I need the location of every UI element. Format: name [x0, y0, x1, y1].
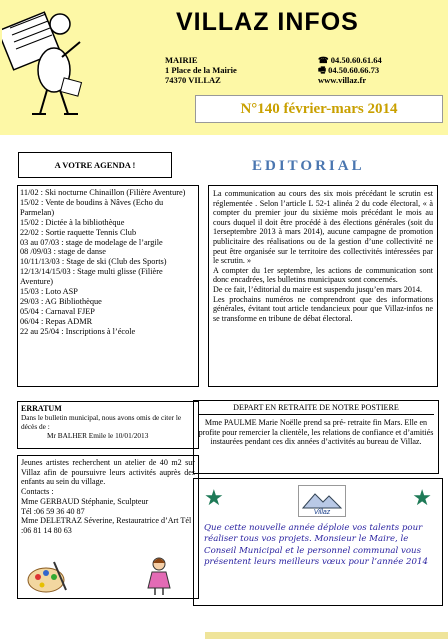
retirement-notice	[193, 400, 439, 474]
fax-number: 🖷 04.50.60.66.73	[318, 65, 380, 75]
agenda-item: 10/11/13/03 : Stage de ski (Club des Sports)	[20, 257, 167, 267]
painter-palette-icon	[26, 560, 68, 594]
star-icon: ★	[204, 485, 224, 510]
artists-notice	[17, 455, 199, 599]
wishes-text: Que cette nouvelle année déploie vos talents pour réaliser tous vos projets. Monsieur le Maire, le Conseil Municipal et le personnel communal vous présentent leurs meilleurs vœux pour l’année 2014	[204, 523, 428, 568]
phone-number: ☎ 04.50.60.61.64	[318, 55, 382, 65]
agenda-item: 11/02 : Ski nocturne Chinaillon (Filière Aventure)	[20, 188, 186, 197]
contact-line: Tél :06 59 36 40 87	[21, 506, 85, 516]
next-page-strip	[205, 632, 448, 639]
agenda-item: 15/02 : Dictée à la bibliothèque	[20, 217, 125, 227]
erratum-text: Dans le bulletin municipal, nous avons omis de citer le décès de :	[21, 413, 182, 431]
contact-line: Mme GERBAUD Stéphanie, Sculpteur	[21, 496, 149, 506]
newsletter-title: VILLAZ INFOS	[176, 8, 359, 36]
mairie-address	[165, 55, 237, 85]
address-line: 1 Place de la Mairie	[165, 65, 237, 75]
mairie-contact	[318, 55, 382, 85]
address-line: MAIRIE	[165, 55, 198, 65]
retirement-text: Mme PAULME Marie Noëlle prend sa pré- retraite fin Mars. Elle en profite pour remercier la clientèle, les relations de confiance et d’amitiés instaurées pendant ces dix années d’activités au bureau de Villaz.	[198, 418, 434, 446]
erratum-box	[17, 401, 199, 449]
agenda-item: 22 au 25/04 : Inscriptions à l’école	[20, 326, 136, 336]
agenda-item: 08 /09/03 : stage de danse	[20, 247, 106, 257]
issue-number: N°140 février-mars 2014	[195, 95, 443, 123]
editorial-paragraph: Les prochains numéros ne comprendront que des informations générales, évitant tout article tendancieux pour que Villaz-infos ne se transforme en tribune de débat électoral.	[213, 294, 433, 323]
editorial-box	[208, 185, 438, 387]
agenda-item: 06/04 : Repas ADMR	[20, 316, 93, 326]
newspaper-reader-mascot-icon	[2, 2, 84, 120]
agenda-heading: A VOTRE AGENDA !	[18, 152, 172, 178]
star-icon: ★	[412, 485, 432, 510]
address-line: 74370 VILLAZ	[165, 75, 221, 85]
editorial-paragraph: De ce fait, l’éditorial du maire est suspendu jusqu’en mars 2014.	[213, 284, 423, 294]
agenda-item: 22/02 : Sortie raquette Tennis Club	[20, 227, 137, 237]
retirement-title: DEPART EN RETRAITE DE NOTRE POSTIERE	[198, 403, 434, 415]
mountain-logo-icon	[299, 486, 345, 516]
masthead	[0, 0, 448, 135]
village-logo	[298, 485, 346, 517]
agenda-item: 05/04 : Carnaval FJEP	[20, 306, 95, 316]
new-year-wishes-box	[193, 478, 443, 606]
erratum-name: Mr BALHER Emile le 10/01/2013	[47, 431, 149, 440]
erratum-title: ERRATUM	[21, 404, 62, 413]
website-link[interactable]: www.villaz.fr	[318, 75, 367, 85]
agenda-box	[17, 185, 199, 387]
editorial-paragraph: A compter du 1er septembre, les actions de communication sont donc encadrées, les bulletins municipaux sont concernés.	[213, 265, 433, 285]
agenda-item: 03 au 07/03 : stage de modelage de l’argile	[20, 237, 163, 247]
contact-line: Mme DELETRAZ Séverine, Restauratrice d’Art Tél :06 81 14 80 63	[21, 516, 192, 535]
editorial-heading: EDITORIAL	[252, 158, 365, 174]
logo-text: Villaz	[313, 509, 331, 516]
contacts-label: Contacts :	[21, 487, 54, 497]
agenda-item: 15/02 : Vente de boudins à Nâves (Echo du Parmelan)	[20, 197, 164, 217]
agenda-item: 29/03 : AG Bibliothèque	[20, 296, 102, 306]
agenda-item: 12/13/14/15/03 : Stage multi glisse (Filière Aventure)	[20, 267, 163, 287]
editorial-paragraph: La communication au cours des six mois précédant le scrutin est réglementée . Selon l’article L 52-1 alinéa 2 du code électoral, « à compter du premier jour du sixième mois précédant le mois au cours duquel il doit être procédé à des élections générales (soit du 1erseptembre 2013 à mars 2014), aucune campagne de promotion publicitaire des réalisations ou de la gestion d’une collectivité ne peut être organisée sur le territoire des collectivités intéressées par le scrutin. »	[213, 189, 433, 266]
girl-figure-icon	[144, 556, 174, 596]
agenda-item: 15/03 : Loto ASP	[20, 287, 78, 297]
artists-text: Jeunes artistes recherchent un atelier de 40 m2 sur Villaz afin de poursuivre leurs activités auprès des enfants au sein du village.	[21, 458, 195, 487]
